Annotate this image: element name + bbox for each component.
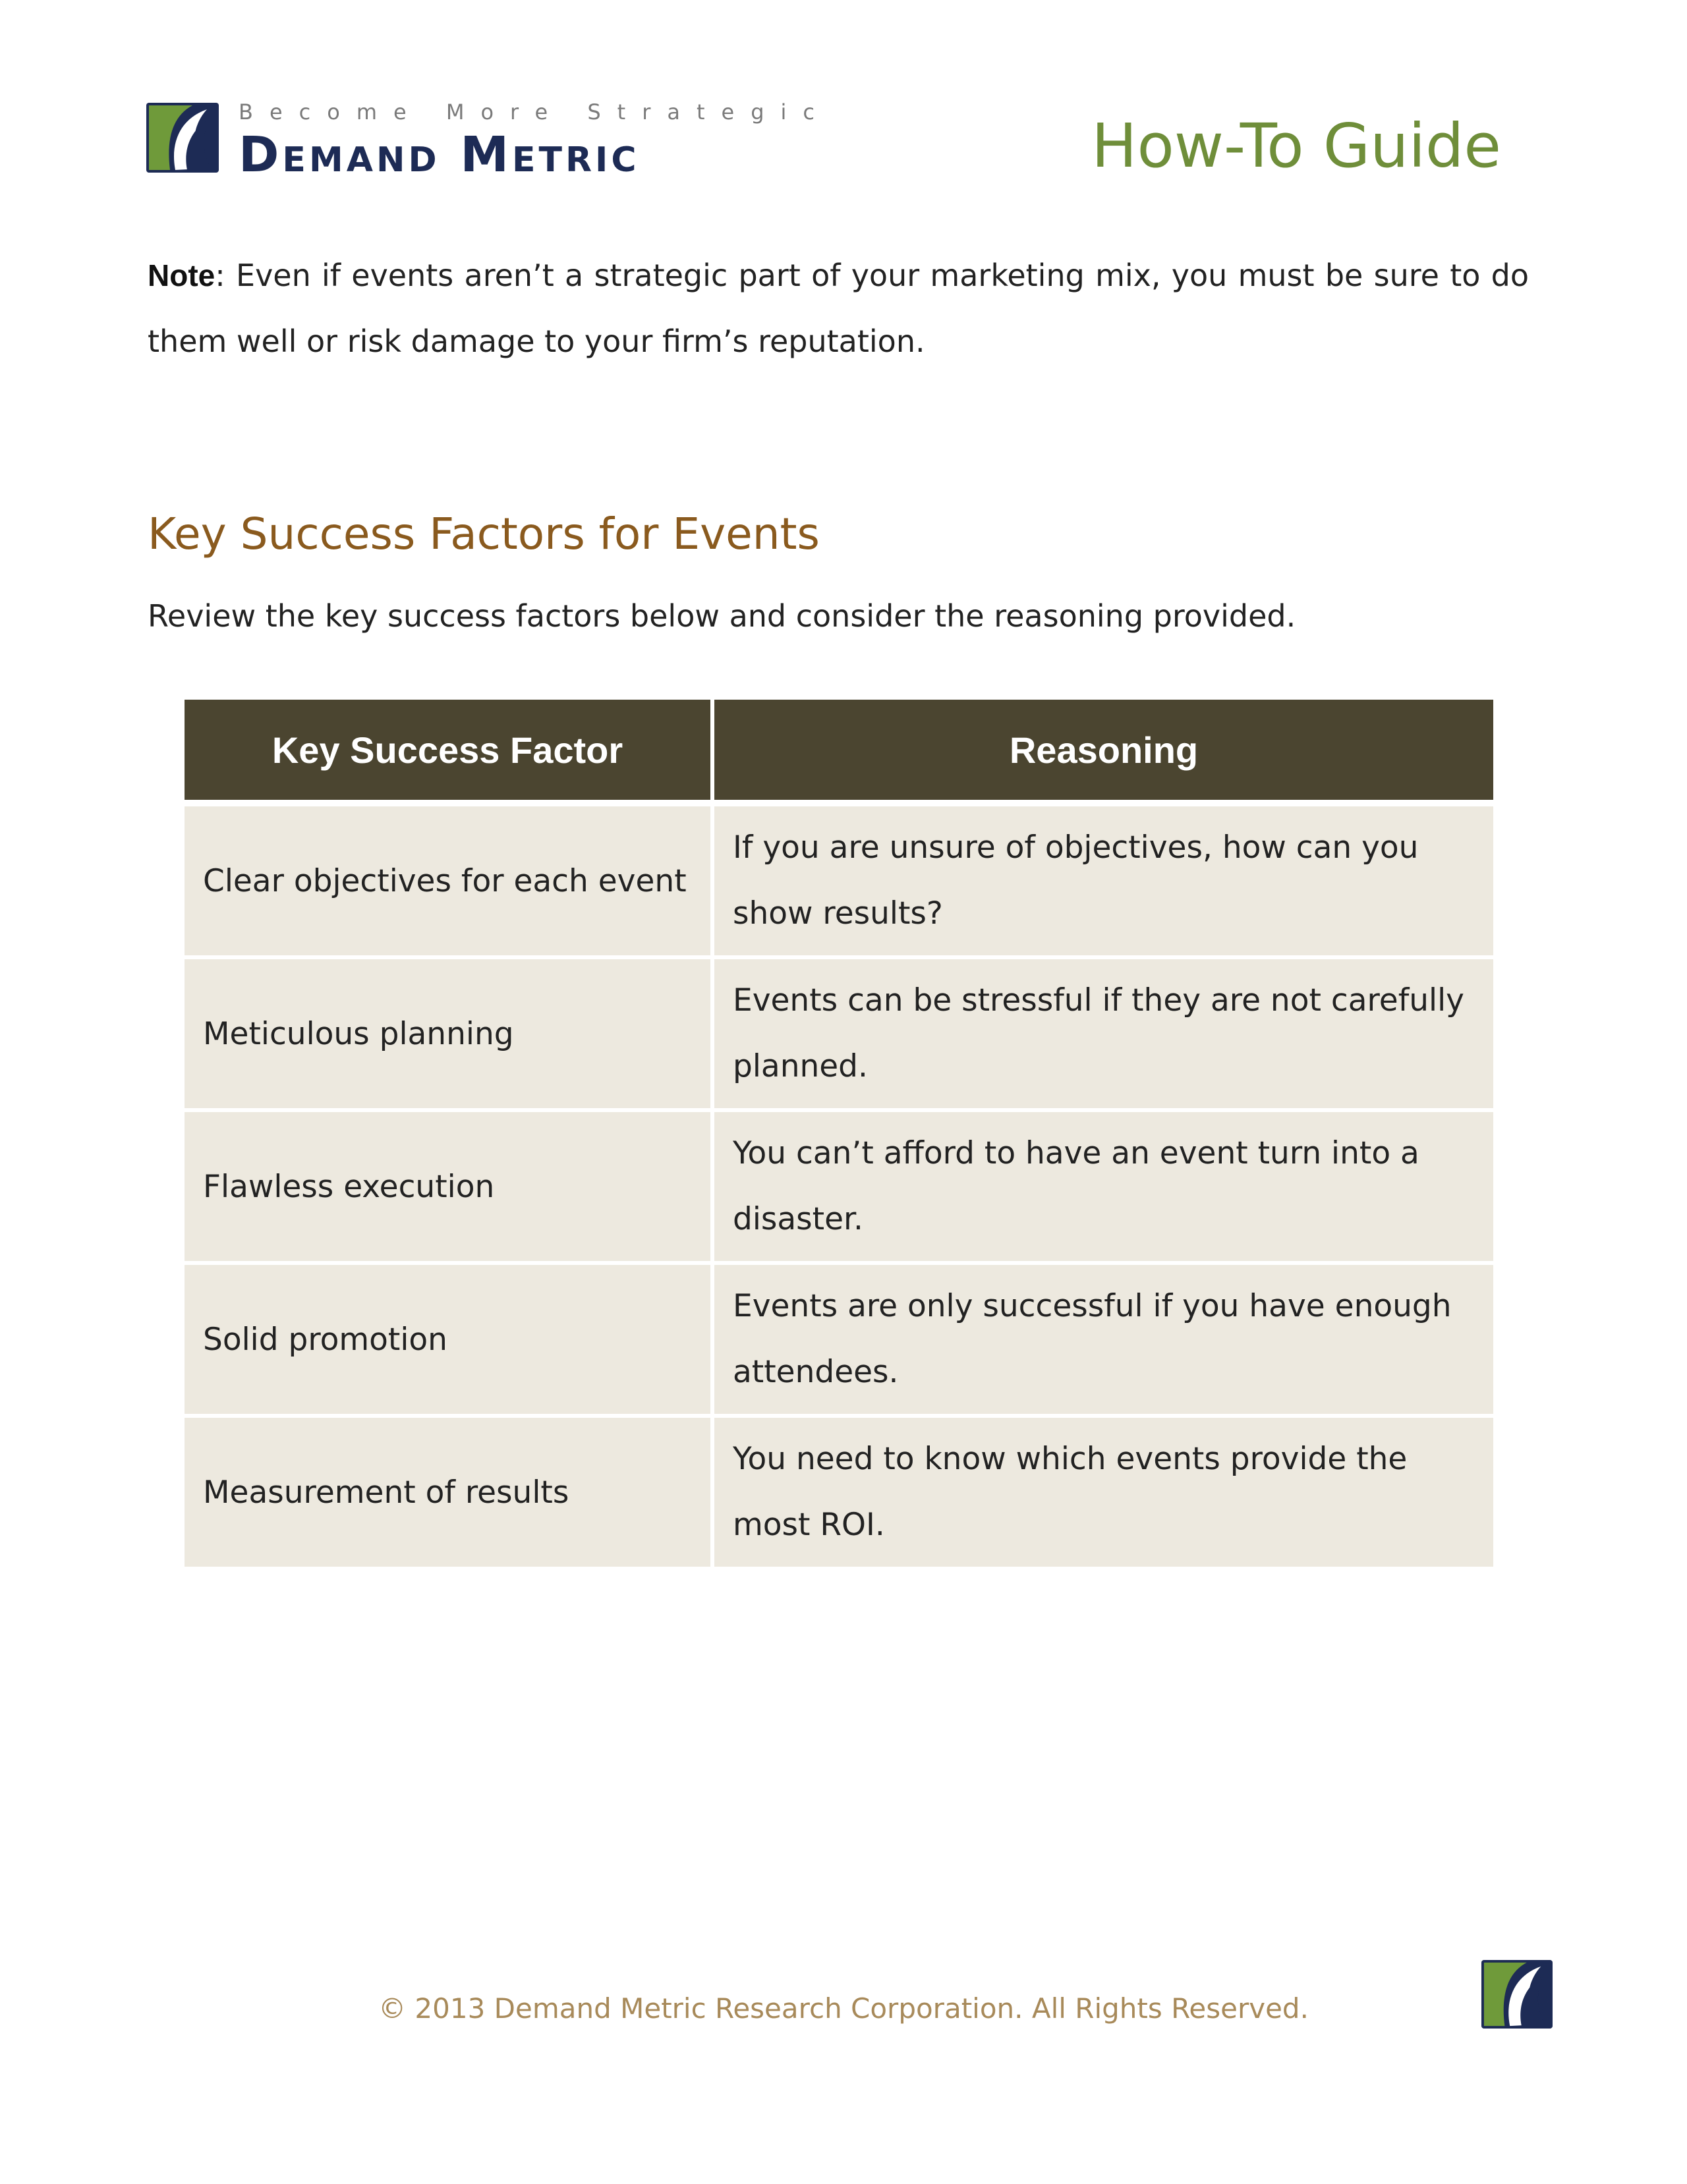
factor-cell: Meticulous planning: [185, 957, 712, 1110]
demand-metric-logo-icon: [146, 103, 219, 173]
table-row: [185, 1110, 1493, 1263]
factor-cell: Clear objectives for each event: [185, 803, 712, 957]
table-header-row: [185, 700, 1493, 803]
demand-metric-logo-icon: [1481, 1959, 1553, 2029]
section-intro: Review the key success factors below and consider the reasoning provided.: [148, 598, 1296, 634]
note-text: : Even if events aren’t a strategic part of your marketing mix, you must be sure to do them well or risk damage to your firm’s reputation.: [148, 258, 1529, 359]
table-row: [185, 957, 1493, 1110]
table-row: [185, 803, 1493, 957]
reasoning-cell: You need to know which events provide the most ROI.: [712, 1416, 1493, 1569]
column-header-reasoning: Reasoning: [712, 700, 1493, 803]
note-label: Note: [148, 258, 215, 293]
brand-tagline: Become More Strategic: [239, 99, 831, 125]
key-success-factors-table: [185, 700, 1493, 1571]
reasoning-cell: Events can be stressful if they are not carefully planned.: [712, 957, 1493, 1110]
table-row: [185, 1263, 1493, 1416]
factor-cell: Flawless execution: [185, 1110, 712, 1263]
brand-logo: [146, 99, 831, 183]
table-row: [185, 1416, 1493, 1569]
brand-name: Demand Metric: [239, 126, 640, 183]
reasoning-cell: You can’t afford to have an event turn into a disaster.: [712, 1110, 1493, 1263]
copyright-notice: © 2013 Demand Metric Research Corporation. All Rights Reserved.: [378, 1992, 1309, 2025]
section-heading: Key Success Factors for Events: [148, 509, 820, 559]
reasoning-cell: Events are only successful if you have enough attendees.: [712, 1263, 1493, 1416]
guide-title: How-To Guide: [1091, 111, 1501, 181]
note-paragraph: [148, 242, 1529, 374]
factor-cell: Measurement of results: [185, 1416, 712, 1569]
factor-cell: Solid promotion: [185, 1263, 712, 1416]
reasoning-cell: If you are unsure of objectives, how can you show results?: [712, 803, 1493, 957]
column-header-factor: Key Success Factor: [185, 700, 712, 803]
